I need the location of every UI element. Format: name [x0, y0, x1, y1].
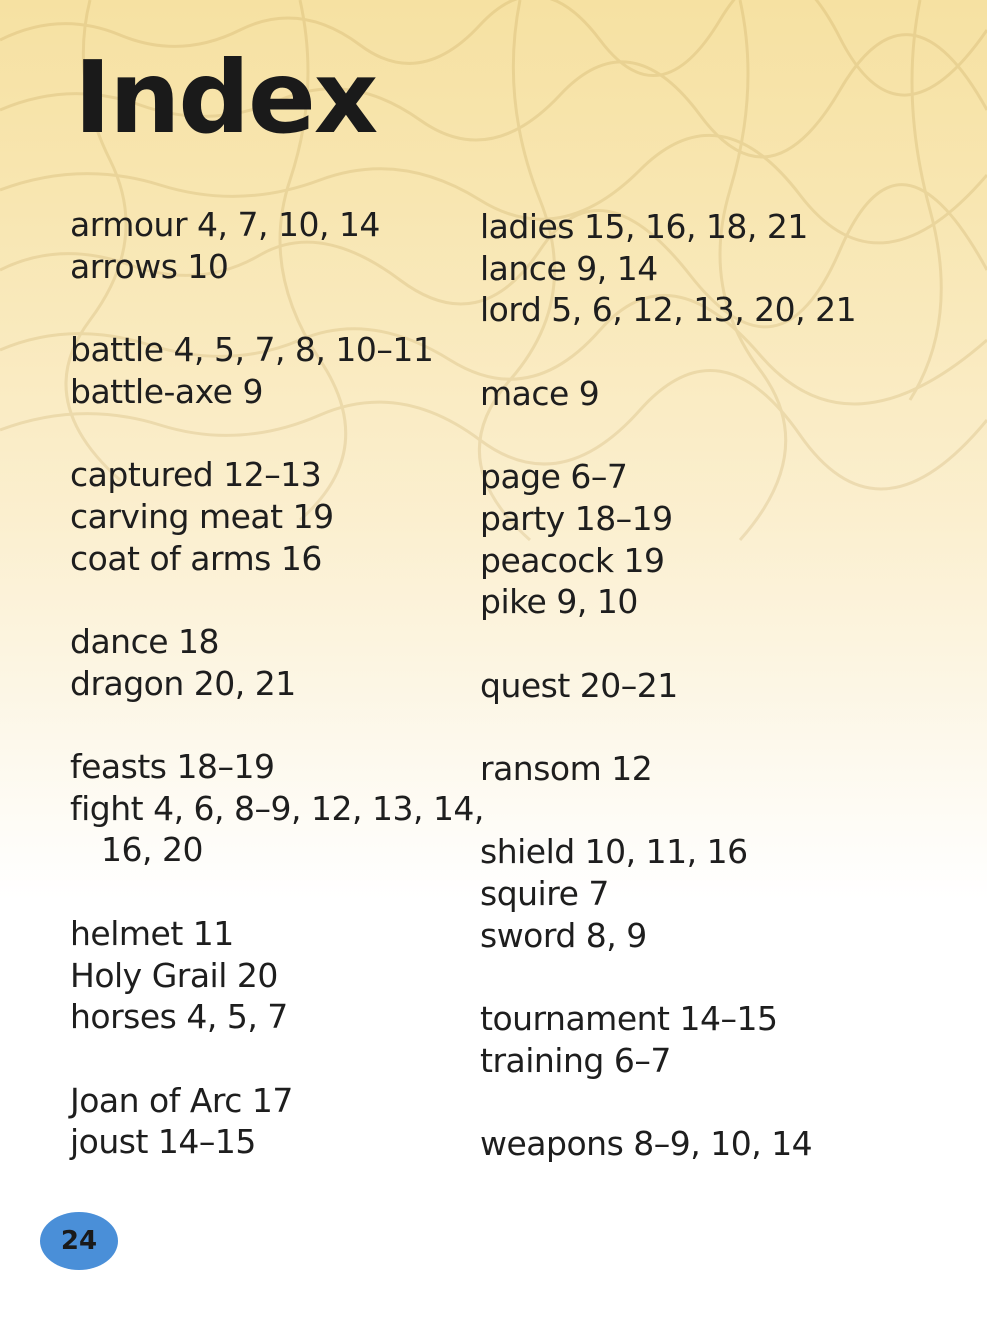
index-entry: Joan of Arc 17	[70, 1080, 293, 1120]
index-entry: page 6–7	[480, 457, 628, 497]
letter-group-gap	[480, 790, 900, 832]
letter-group-gap	[480, 415, 900, 457]
letter-group-gap	[70, 579, 460, 621]
letter-group-gap	[70, 704, 460, 746]
index-entry: lance 9, 14	[480, 248, 658, 288]
index-entry: party 18–19	[480, 498, 673, 538]
index-entry: battle-axe 9	[70, 371, 263, 411]
index-entry-continuation: 16, 20	[101, 830, 203, 870]
index-entry: dragon 20, 21	[70, 663, 296, 703]
index-entry: joust 14–15	[70, 1122, 256, 1162]
page-title: Index	[74, 39, 377, 156]
index-entry: squire 7	[480, 874, 609, 914]
index-entry: peacock 19	[480, 540, 665, 580]
letter-group-gap	[480, 1082, 900, 1124]
letter-group-gap	[70, 287, 460, 329]
index-entry: training 6–7	[480, 1040, 671, 1080]
letter-group-gap	[480, 331, 900, 373]
letter-group-gap	[70, 871, 460, 913]
index-entry: captured 12–13	[70, 455, 322, 495]
index-entry: coat of arms 16	[70, 538, 322, 578]
letter-group-gap	[480, 623, 900, 665]
index-entry: mace 9	[480, 373, 600, 413]
index-entry: armour 4, 7, 10, 14	[70, 205, 380, 244]
index-entry: helmet 11	[70, 913, 234, 953]
index-entry: feasts 18–19	[70, 747, 275, 787]
index-entry: battle 4, 5, 7, 8, 10–11	[70, 330, 434, 370]
index-entry: fight 4, 6, 8–9, 12, 13, 14,	[70, 788, 484, 828]
index-entry: weapons 8–9, 10, 14	[480, 1124, 813, 1164]
index-entry: shield 10, 11, 16	[480, 832, 748, 872]
index-entry: arrows 10	[70, 246, 229, 286]
index-entry: dance 18	[70, 621, 220, 661]
index-entry: ransom 12	[480, 749, 653, 789]
index-entry: pike 9, 10	[480, 582, 638, 622]
index-right-column	[480, 206, 900, 1165]
index-entry: tournament 14–15	[480, 999, 778, 1039]
letter-group-gap	[70, 413, 460, 455]
index-entry: quest 20–21	[480, 665, 678, 705]
index-entry: lord 5, 6, 12, 13, 20, 21	[480, 290, 857, 330]
index-entry: ladies 15, 16, 18, 21	[480, 207, 808, 246]
index-left-column	[70, 204, 484, 1163]
letter-group-gap	[480, 957, 900, 999]
index-entry: sword 8, 9	[480, 915, 647, 955]
page-number: 24	[60, 1226, 98, 1256]
letter-group-gap	[480, 706, 900, 748]
index-entry: carving meat 19	[70, 496, 334, 536]
index-entry: Holy Grail 20	[70, 955, 278, 995]
index-entry: horses 4, 5, 7	[70, 997, 288, 1037]
letter-group-gap	[70, 1038, 460, 1080]
page-number-badge	[40, 1212, 118, 1270]
